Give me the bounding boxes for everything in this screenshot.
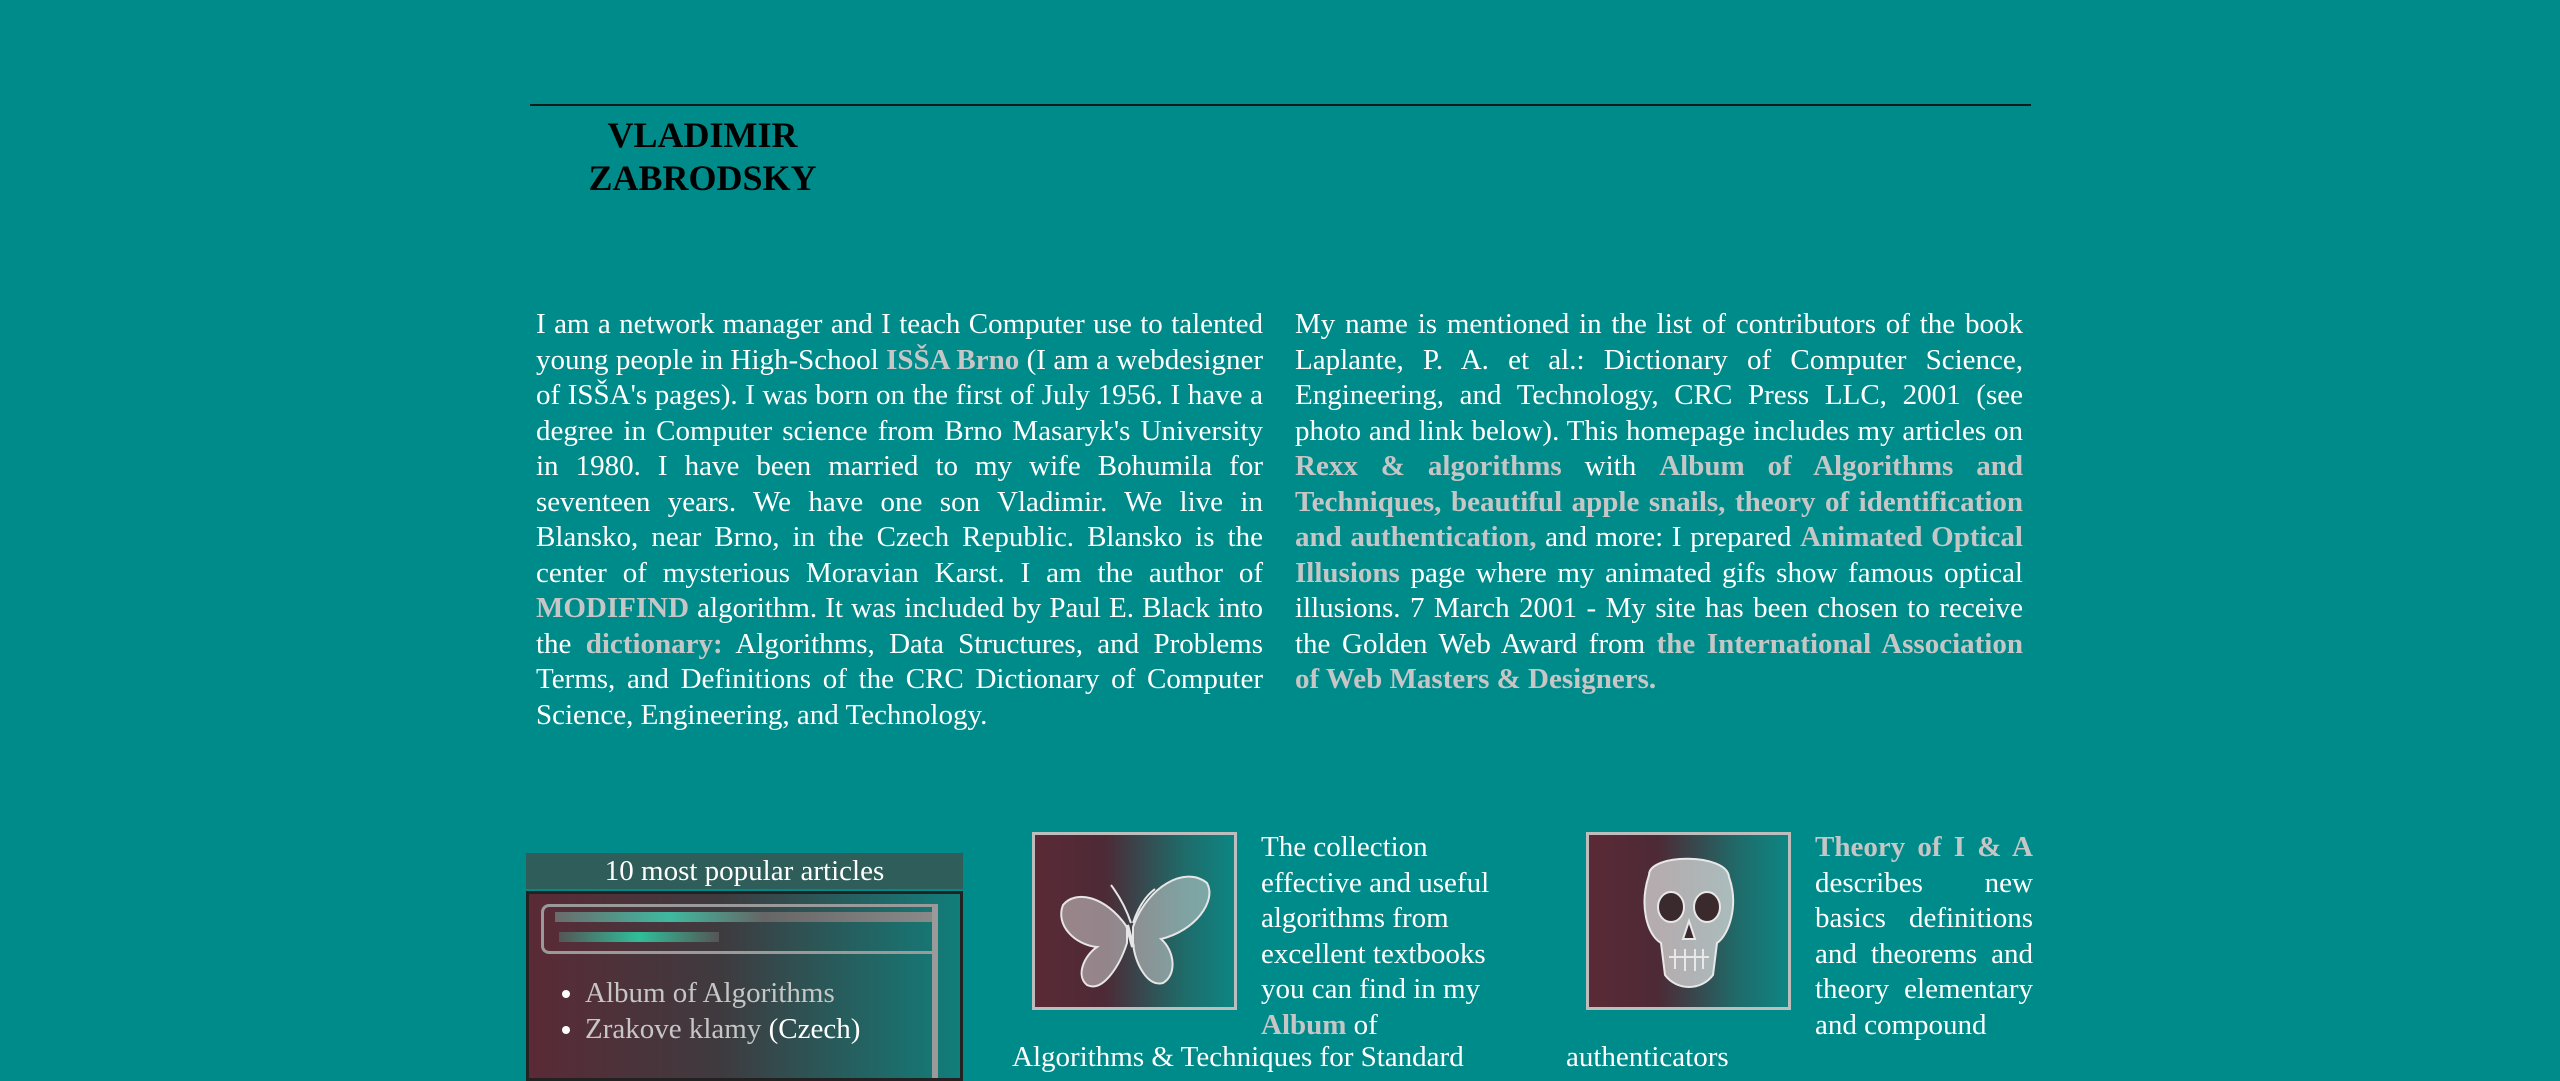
panel-side-decoration bbox=[932, 904, 938, 1081]
popular-article-suffix: (Czech) bbox=[761, 1012, 861, 1045]
theory-ia-link[interactable]: Theory of I & A bbox=[1815, 831, 2033, 863]
page-title bbox=[540, 114, 865, 200]
popular-article-link[interactable]: Album of Algorithms bbox=[585, 977, 835, 1009]
header-rule bbox=[530, 104, 2031, 106]
butterfly-thumbnail[interactable] bbox=[1032, 832, 1237, 1010]
rexx-algorithms-link[interactable]: Rexx & algorithms bbox=[1295, 450, 1562, 482]
name-line-1: VLADIMIR bbox=[607, 115, 798, 155]
list-item bbox=[585, 1012, 860, 1048]
issa-brno-link[interactable]: ISŠA Brno bbox=[886, 343, 1020, 376]
theory-text-1: describes new basics definitions and theorems and theory elementary and compound bbox=[1815, 866, 2033, 1041]
intro-left-text-1: I am a network manager and I teach Computer use to talented young people in High-School bbox=[536, 308, 1263, 376]
intro-left-text-4: Algorithms, Data Structures, and Problems Terms, and Definitions of the CRC Dictionary of Computer Science, Engineering, and Technology. bbox=[536, 627, 1263, 731]
intro-left-text-3: algorithm. It was included by Paul E. Black into the bbox=[536, 592, 1263, 660]
theory-description-continued: authenticators bbox=[1566, 1041, 1729, 1073]
panel-bar-decoration bbox=[559, 932, 719, 942]
theory-description bbox=[1815, 830, 2033, 1043]
butterfly-icon bbox=[1035, 835, 1234, 1007]
intro-right-text-2: with bbox=[1561, 450, 1660, 482]
intro-right-text-4 bbox=[1725, 486, 1735, 518]
popular-articles-list bbox=[557, 976, 860, 1047]
optical-illusions-link[interactable]: Animated Optical Illusions bbox=[1295, 521, 2023, 589]
panel-bar-decoration bbox=[555, 912, 935, 922]
theory-identification-link[interactable]: theory of identification and authentication, bbox=[1295, 485, 2024, 553]
popular-articles-panel bbox=[526, 891, 963, 1081]
name-line-2: ZABRODSKY bbox=[588, 158, 817, 198]
album-description-continued: Algorithms & Techniques for Standard bbox=[1012, 1041, 1464, 1073]
modifind-link[interactable]: MODIFIND bbox=[536, 592, 690, 624]
intro-right-text-5: and more: I prepared bbox=[1536, 521, 1801, 553]
album-link[interactable]: Album bbox=[1261, 1008, 1347, 1041]
popular-article-link[interactable]: Zrakove klamy bbox=[585, 1012, 762, 1045]
intro-left-paragraph bbox=[536, 307, 1263, 733]
album-description bbox=[1261, 830, 1501, 1043]
album-of-algorithms-link[interactable]: Album of Algorithms and Techniques, bbox=[1295, 450, 2024, 518]
popular-articles-title: 10 most popular articles bbox=[526, 853, 963, 889]
popular-articles-box bbox=[526, 853, 963, 1073]
album-text-2: of bbox=[1346, 1008, 1378, 1041]
skull-icon bbox=[1589, 835, 1788, 1007]
apple-snails-link[interactable]: beautiful apple snails, bbox=[1450, 485, 1726, 518]
iawmd-link[interactable]: the International Association of Web Masters & Designers. bbox=[1295, 627, 2023, 695]
intro-left-text-2: (I am a webdesigner of ISŠA's pages). I was born on the first of July 1956. I have a degree in Computer science from Brno Masaryk's University in 1980. I have been married to my wife Bohumila for seventeen years. We have one son Vladimir. We live in Blansko, near Brno, in the Czech Republic. Blansko is the center of mysterious Moravian Karst. I am the author of bbox=[536, 343, 1263, 589]
intro-right-text-3 bbox=[1441, 486, 1451, 518]
intro-right-text-6: page where my animated gifs show famous optical illusions. 7 March 2001 - My site has been chosen to receive the Golden Web Award from bbox=[1295, 556, 2023, 660]
intro-right-paragraph bbox=[1295, 307, 2023, 698]
skull-thumbnail[interactable] bbox=[1586, 832, 1791, 1010]
intro-right-text-1: My name is mentioned in the list of contributors of the book Laplante, P. A. et al.: Dictionary of Computer Science, Engineering, and Technology, CRC Press LLC, 2001 (see photo and link below). This homepage includes my articles on bbox=[1295, 308, 2023, 447]
list-item bbox=[585, 976, 860, 1012]
album-text-1: The collection effective and useful algorithms from excellent textbooks you can find in my bbox=[1261, 831, 1490, 1005]
dictionary-link[interactable]: dictionary: bbox=[585, 627, 723, 660]
